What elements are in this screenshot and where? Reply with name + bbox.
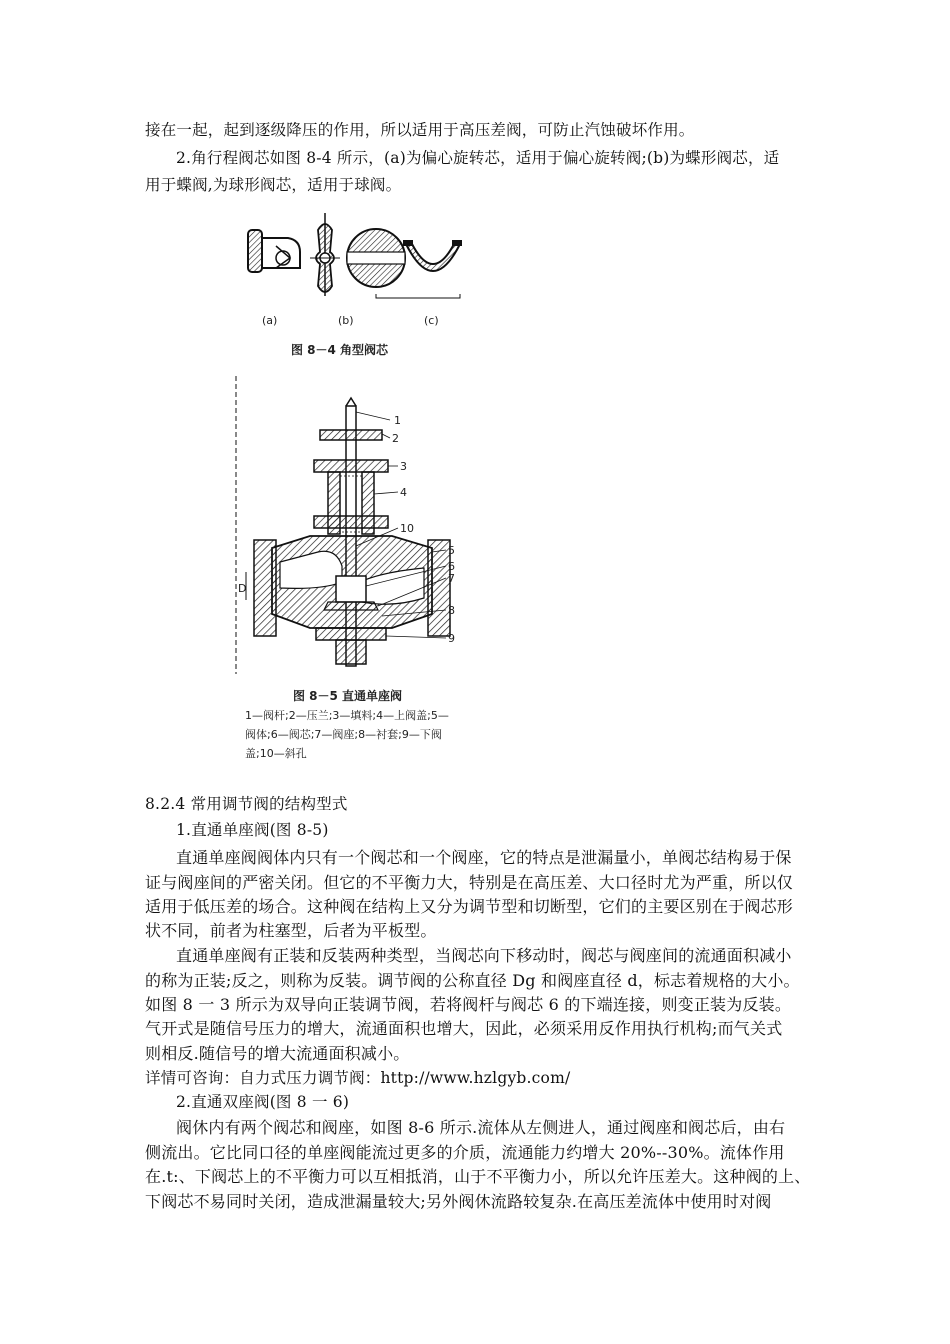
text-line: 阀休内有两个阀芯和阀座，如图 8-6 所示.流体从左侧进人，通过阀座和阀芯后，由右 [176,1118,786,1137]
part-number: 3 [400,460,407,473]
text-line: 在.t:、下阀芯上的不平衡力可以互相抵消，山于不平衡力小，所以允许压差大。这种阀的上、 [145,1167,811,1186]
legend-line: 1—阀杆;2—压兰;3—填料;4—上阀盖;5— [245,709,449,722]
figure-8-5-drawing [232,376,478,676]
part-number: 8 [448,604,455,617]
part-number: 5 [448,544,455,557]
valve-seat [324,602,378,610]
packing-gland [320,430,382,440]
part-number: 6 [448,560,455,573]
part-number: 2 [392,432,399,445]
subheading: 1.直通单座阀(图 8-5) [176,821,329,839]
text-line: 适用于低压差的场合。这种阀在结构上又分为调节型和切断型，它们的主要区别在于阀芯形 [145,897,794,916]
text-line: 直通单座阀有正装和反装两种类型，当阀芯向下移动时，阀芯与阀座间的流通面积减小 [176,946,792,965]
eccentric-core-shape [248,230,300,272]
lower-bonnet [316,628,386,640]
text-line: 的称为正装;反之，则称为反装。调节阀的公称直径 Dg 和阀座直径 d，标志着规格的大小。 [145,971,800,990]
text-line: 用于蝶阀,为球形阀芯，适用于球阀。 [145,176,402,194]
text-line: 直通单座阀阀体内只有一个阀芯和一个阀座，它的特点是泄漏量小，单阀芯结构易于保 [176,848,792,867]
subheading: 2.直通双座阀(图 8 一 6) [176,1093,350,1111]
part-number: 7 [448,572,455,585]
figure-label-b: (b) [338,314,354,327]
text-line: 如图 8 一 3 所示为双导向正装调节阀，若将阀杆与阀芯 6 的下端连接，则变正装为反装。 [145,995,792,1014]
figure-8-5-caption: 图 8－5 直通单座阀 [293,689,403,703]
butterfly-core-shape [310,213,340,296]
section-heading: 8.2.4 常用调节阀的结构型式 [145,795,348,813]
valve-plug [336,576,366,602]
figure-label-a: (a) [262,314,278,327]
figure-8-5-legend [245,706,449,763]
legend-line: 阀体;6—阀芯;7—阀座;8—衬套;9—下阀 [245,728,442,741]
reference-link-line[interactable]: 详情可咨询：自力式压力调节阀：http://www.hzlgyb.com/ [145,1069,571,1087]
text-line: 2.角行程阀芯如图 8-4 所示，(a)为偏心旋转芯，适用于偏心旋转阀;(b)为蝶形阀芯，适 [176,149,780,167]
text-line: 下阀芯不易同时关闭，造成泄漏量较大;另外阀休流路较复杂.在高压差流体中使用时对阀 [145,1192,772,1211]
text-line: 气开式是随信号压力的增大，流通面积也增大，因此，必须采用反作用执行机构;而气关式 [145,1019,783,1038]
figure-8-4-caption: 图 8－4 角型阀芯 [291,343,389,357]
dimension-label: D [238,582,247,595]
text-line: 状不同，前者为柱塞型，后者为平板型。 [145,921,437,940]
part-number: 10 [400,522,414,535]
legend-line: 盖;10—斜孔 [245,747,307,760]
part-number: 9 [448,632,455,645]
part-number: 4 [400,486,407,499]
text-line: 接在一起，起到逐级降压的作用，所以适用于高压差阀，可防止汽蚀破坏作用。 [145,121,695,139]
ball-core-shape [347,229,405,287]
text-line: 侧流出。它比同口径的单座阀能流过更多的介质，流通能力约增大 20%--30%。流体作用 [145,1143,785,1162]
figure-label-c: (c) [424,314,439,327]
text-line: 则相反.随信号的增大流通面积减小。 [145,1044,410,1063]
figure-8-4-drawing [238,208,478,338]
part-number: 1 [394,414,401,427]
text-line: 证与阀座间的严密关闭。但它的不平衡力大，特别是在高压差、大口径时尤为严重，所以仅 [145,873,794,892]
